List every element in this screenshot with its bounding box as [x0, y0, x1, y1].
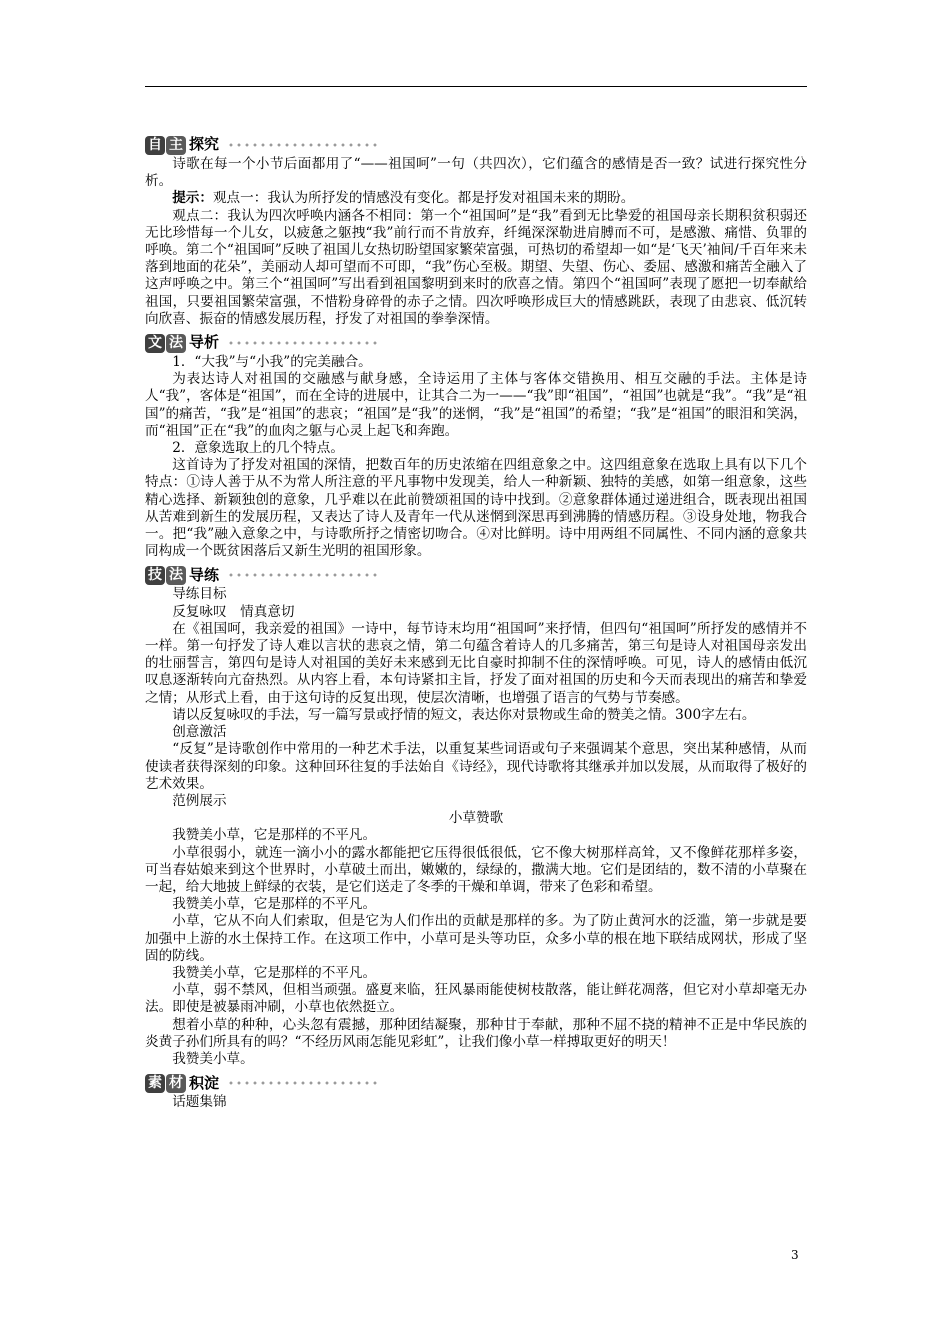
point-title: 1．“大我”与“小我”的完美融合。 [172, 354, 372, 371]
dotted-divider [227, 142, 377, 148]
section-badge: 素 [145, 1074, 165, 1093]
goal-text: 反复咏叹 情真意切 [172, 603, 295, 620]
tip-label: 提示： [172, 190, 213, 207]
section-badge: 法 [166, 566, 186, 585]
task-paragraph: 请以反复咏叹的手法，写一篇写景或抒情的短文，表达你对景物或生命的赞美之情。300字左右。 [172, 706, 756, 723]
sub-label: 创意激活 [172, 724, 227, 741]
section-badge: 自 [145, 136, 165, 155]
tip-text: 观点一：我认为所抒发的情感没有变化。都是抒发对祖国未来的期盼。 [212, 190, 635, 207]
section-badge: 技 [145, 566, 165, 585]
section-title: 导析 [189, 333, 220, 352]
sub-label: 导练目标 [172, 586, 227, 603]
body-paragraph: 在《祖国呵，我亲爱的祖国》一诗中，每节诗末均用“祖国呵”来抒情，但四句“祖国呵”所抒发的感情并不一样。第一句抒发了诗人难以言状的悲哀之情，第二句蕴含着诗人的几多痛苦，第三句是诗人对祖国母亲发出的壮丽誓言，第四句是诗人对祖国的美好未来感到无比自豪时抑制不住的深情呼唤。可见，诗人的感情由低沉叹息逐渐转向亢奋热烈。从内容上看，本句诗紧扣主旨，抒发了面对祖国的历史和今天而表现出的痛苦和挚爱之情；从形式上看，由于这句诗的反复出现，使层次清晰，也增强了语言的气势与节奏感。 [145, 620, 807, 706]
essay-paragraph: 我赞美小草，它是那样的不平凡。 [172, 896, 377, 913]
dotted-divider [227, 572, 377, 578]
section-badge: 文 [145, 334, 165, 353]
document-page [145, 130, 807, 1111]
view-two-paragraph: 观点二：我认为四次呼唤内涵各不相同：第一个“祖国呵”是“我”看到无比挚爱的祖国母亲长期积贫积弱还无比珍惜每一个儿女，以疲惫之躯拽“我”前行而不肯放弃，纤绳深深勒进肩膊而不可，是感激、痛惜、负罪的呼唤。第二个“祖国呵”反映了祖国儿女热切盼望国家繁荣富强，可热切的希望却一如“是‘飞天’袖间/千百年来未落到地面的花朵”，美丽动人却可望而不可即，“我”伤心至极。期望、失望、伤心、委屈、感激和痛苦全融入了这声呼唤之中。第三个“祖国呵”写出看到祖国黎明到来时的欣喜之情。第四个“祖国呵”表现了愿把一切奉献给祖国，只要祖国繁荣富强，不惜粉身碎骨的赤子之情。四次呼唤形成巨大的情感跳跃，表现了由悲哀、低沉转向欣喜、振奋的情感发展历程，抒发了对祖国的拳拳深情。 [145, 207, 807, 327]
point-title: 2．意象选取上的几个特点。 [172, 440, 344, 457]
page-number: 3 [791, 1248, 799, 1262]
dotted-divider [227, 340, 377, 346]
essay-paragraph: 我赞美小草。 [172, 1050, 254, 1067]
section-badge: 材 [166, 1074, 186, 1093]
header-rule [145, 86, 807, 87]
essay-paragraph: 想着小草的种种，心头忽有震撼，那种团结凝聚，那种甘于奉献，那种不屈不挠的精神不正是中华民族的炎黄子孙们所具有的吗？“不经历风雨怎能见彩虹”，让我们像小草一样搏取更好的明天！ [145, 1016, 807, 1050]
essay-paragraph: 小草，它从不向人们索取，但是它为人们作出的贡献是那样的多。为了防止黄河水的泛滥，第一步就是要加强中上游的水土保持工作。在这项工作中，小草可是头等功臣，众多小草的根在地下联结成网状，形成了坚固的防线。 [145, 913, 807, 964]
sub-label: 话题集锦 [172, 1094, 227, 1111]
essay-paragraph: 小草，弱不禁风，但相当顽强。盛夏来临，狂风暴雨能使树枝散落，能让鲜花凋落，但它对小草却毫无办法。即使是被暴雨冲刷，小草也依然挺立。 [145, 982, 807, 1016]
dotted-divider [227, 1080, 377, 1086]
point-paragraph: 这首诗为了抒发对祖国的深情，把数百年的历史浓缩在四组意象之中。这四组意象在选取上具有以下几个特点：①诗人善于从不为常人所注意的平凡事物中发现美，给人一种新颖、独特的美感，如第一组意象，这些精心选择、新颖独创的意象，几乎难以在此前赞颂祖国的诗中找到。②意象群体通过递进组合，既表现出祖国从苦难到新生的发展历程，又表达了诗人及青年一代从迷惘到深思再到沸腾的情感历程。③设身处地，物我合一。把“我”融入意象之中，与诗歌所抒之情密切吻合。④对比鲜明。诗中用两组不同属性、不同内涵的意象共同构成一个既贫困落后又新生光明的祖国形象。 [145, 457, 807, 560]
section-title: 探究 [189, 135, 220, 154]
tip-paragraph [145, 190, 807, 207]
essay-title: 小草赞歌 [448, 810, 504, 827]
sub-label: 范例展示 [172, 792, 227, 809]
essay-paragraph: 我赞美小草，它是那样的不平凡。 [172, 827, 377, 844]
section-header-jifa [145, 564, 807, 586]
essay-paragraph: 我赞美小草，它是那样的不平凡。 [172, 964, 377, 981]
question-paragraph: 诗歌在每一个小节后面都用了“——祖国呵”一句（共四次），它们蕴含的感情是否一致？试进行探究性分析。 [145, 156, 807, 190]
body-paragraph: “反复”是诗歌创作中常用的一种艺术手法，以重复某些词语或句子来强调某个意思，突出某种感情，从而使读者获得深刻的印象。这种回环往复的手法始自《诗经》，现代诗歌将其继承并加以发展，从而取得了极好的艺术效果。 [145, 741, 807, 792]
section-title: 积淀 [189, 1073, 220, 1092]
section-badge: 法 [166, 334, 186, 353]
section-header-zizhu [145, 134, 807, 156]
section-header-wenfa [145, 332, 807, 354]
section-badge: 主 [166, 136, 186, 155]
point-paragraph: 为表达诗人对祖国的交融感与献身感，全诗运用了主体与客体交错换用、相互交融的手法。主体是诗人“我”，客体是“祖国”，而在全诗的进展中，让其合二为一——“我”即“祖国”，“祖国”也就是“我”。“我”是“祖国”的痛苦，“我”是“祖国”的悲哀；“祖国”是“我”的迷惘，“我”是“祖国”的希望；“我”是“祖国”的眼泪和笑涡，而“祖国”正在“我”的血肉之躯与心灵上起飞和奔跑。 [145, 371, 807, 439]
section-title: 导练 [189, 565, 220, 584]
section-header-sucai [145, 1072, 807, 1094]
essay-paragraph: 小草很弱小，就连一滴小小的露水都能把它压得很低很低，它不像大树那样高耸，又不像鲜花那样多姿，可当春姑娘来到这个世界时，小草破土而出，嫩嫩的，绿绿的，撒满大地。它们是团结的，数不清的小草聚在一起，给大地披上鲜绿的衣装，是它们送走了冬季的干燥和单调，带来了色彩和希望。 [145, 844, 807, 895]
